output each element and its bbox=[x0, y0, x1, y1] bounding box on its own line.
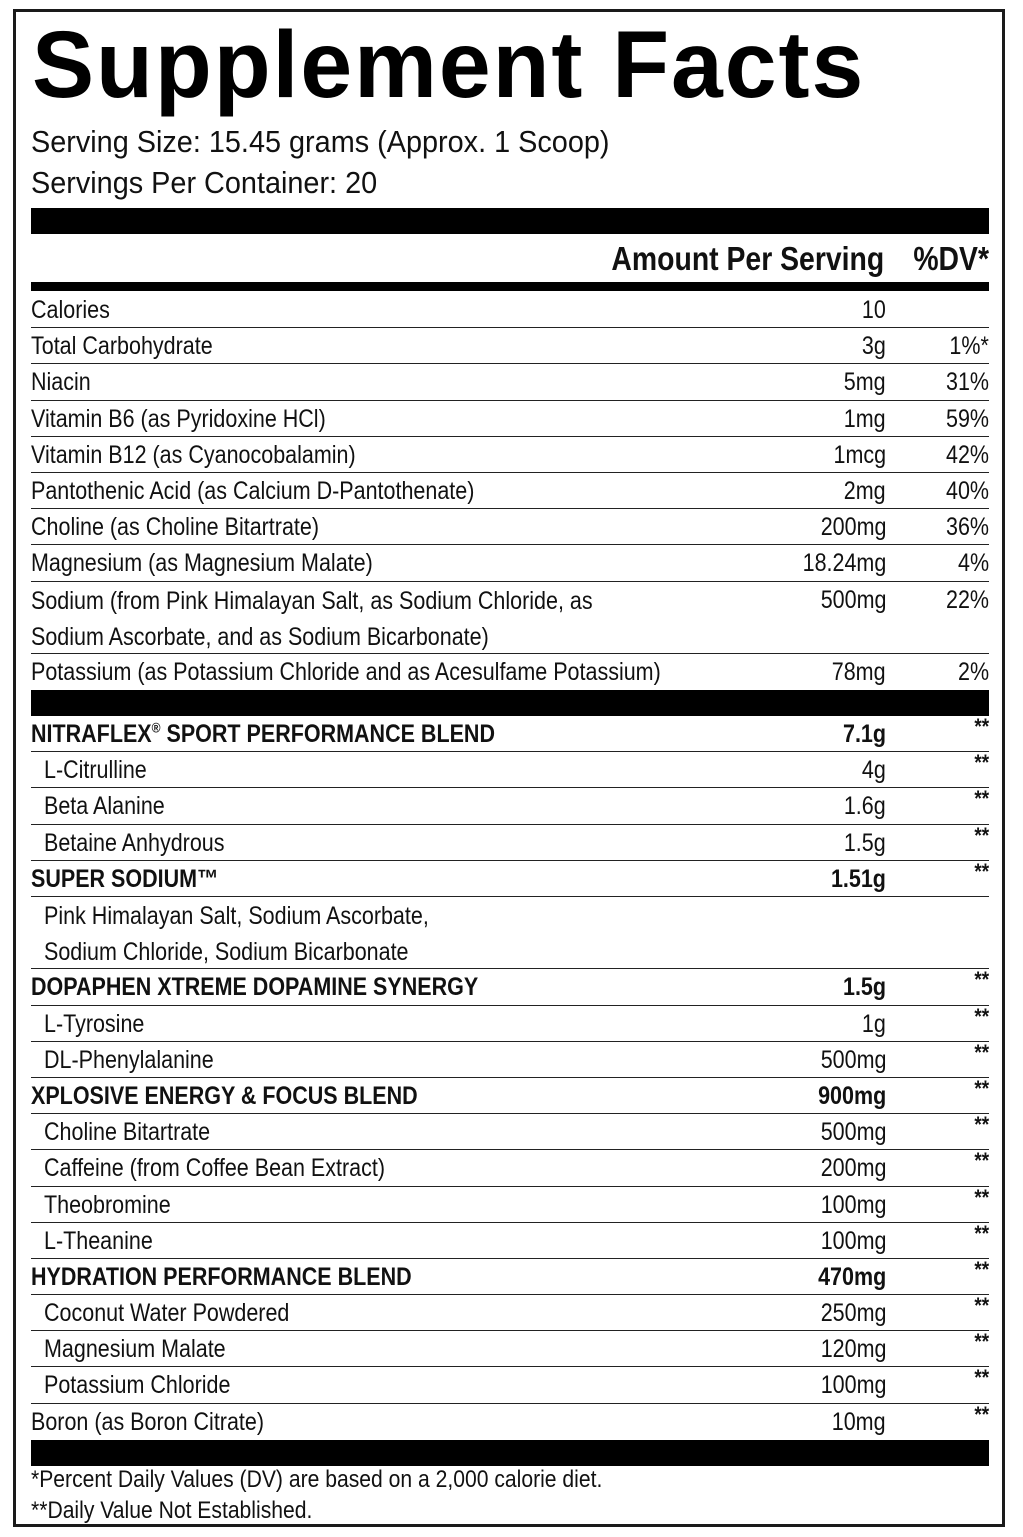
ingredient-name: L-Tyrosine bbox=[44, 1009, 145, 1038]
ingredient-row-l-theanine bbox=[31, 1220, 989, 1259]
section-divider bbox=[31, 690, 989, 716]
nutrient-row-calories bbox=[31, 292, 989, 328]
ingredient-name: Betaine Anhydrous bbox=[44, 828, 225, 857]
nutrient-dv: 31% bbox=[945, 368, 989, 397]
nutrient-amount: 1mcg bbox=[833, 440, 886, 469]
nutrient-row-pantothenic-acid bbox=[31, 473, 989, 509]
dv-header: %DV* bbox=[913, 240, 989, 277]
blend-amount: 1.51g bbox=[831, 864, 886, 893]
ingredient-amount: 200mg bbox=[820, 1154, 886, 1183]
ingredient-name: Beta Alanine bbox=[44, 792, 165, 821]
nutrient-row-niacin bbox=[31, 364, 989, 400]
nutrient-row-potassium bbox=[31, 654, 989, 690]
ingredient-dv: ** bbox=[974, 786, 989, 812]
amount-header: Amount Per Serving bbox=[611, 240, 884, 277]
ingredient-amount: 1.6g bbox=[844, 792, 886, 821]
nutrient-dv: 1%* bbox=[949, 332, 989, 361]
blend-amount: 900mg bbox=[817, 1081, 886, 1110]
ingredient-row-choline-bitartrate bbox=[31, 1114, 989, 1150]
nutrient-dv: 22% bbox=[945, 585, 989, 614]
ingredient-amount: 120mg bbox=[820, 1335, 886, 1364]
column-header bbox=[31, 239, 989, 279]
nutrient-amount: 500mg bbox=[820, 585, 886, 614]
footnote-dv: *Percent Daily Values (DV) are based on a 2,000 calorie diet. bbox=[31, 1466, 603, 1493]
ingredient-row-boron bbox=[31, 1401, 989, 1440]
nutrient-name: Niacin bbox=[31, 368, 91, 397]
ingredient-row-l-citrulline bbox=[31, 752, 989, 788]
nutrient-dv: 40% bbox=[945, 476, 989, 505]
blend-dv: ** bbox=[974, 1256, 989, 1282]
ingredient-amount: 500mg bbox=[820, 1118, 886, 1147]
nutrient-name: Vitamin B12 (as Cyanocobalamin) bbox=[31, 440, 356, 469]
blend-dv: ** bbox=[974, 714, 989, 740]
nutrient-amount: 18.24mg bbox=[802, 549, 886, 578]
ingredient-name: Magnesium Malate bbox=[44, 1335, 226, 1364]
ingredient-amount: 1g bbox=[862, 1009, 886, 1038]
ingredient-amount: 250mg bbox=[820, 1299, 886, 1328]
ingredient-amount: 10mg bbox=[832, 1407, 886, 1436]
ingredient-row-l-tyrosine bbox=[31, 1003, 989, 1042]
ingredient-row-potassium-chloride bbox=[31, 1367, 989, 1403]
ingredient-name: Theobromine bbox=[44, 1190, 171, 1219]
serving-size: Serving Size: 15.45 grams (Approx. 1 Scoop) bbox=[31, 124, 610, 159]
header-divider bbox=[31, 282, 989, 291]
panel-title: Supplement Facts bbox=[32, 12, 866, 118]
ingredient-dv: ** bbox=[974, 1184, 989, 1210]
nutrient-dv: 42% bbox=[945, 440, 989, 469]
nutrient-amount: 2mg bbox=[844, 476, 886, 505]
nutrient-row-sodium bbox=[31, 582, 989, 654]
ingredient-dv: ** bbox=[974, 750, 989, 776]
blend-dv: ** bbox=[974, 1075, 989, 1101]
ingredient-amount: 500mg bbox=[820, 1045, 886, 1074]
nutrient-amount: 1mg bbox=[844, 404, 886, 433]
nutrient-dv: 2% bbox=[957, 657, 989, 686]
nutrient-row-magnesium bbox=[31, 545, 989, 581]
ingredient-row-beta-alanine bbox=[31, 788, 989, 824]
ingredient-name: Potassium Chloride bbox=[44, 1371, 231, 1400]
nutrient-amount: 200mg bbox=[820, 513, 886, 542]
blend-description: Pink Himalayan Salt, Sodium Ascorbate, Sodium Chloride, Sodium Bicarbonate bbox=[44, 902, 429, 967]
footnotes bbox=[31, 1464, 989, 1526]
footer-divider bbox=[31, 1440, 989, 1466]
ingredient-name: L-Theanine bbox=[44, 1226, 153, 1255]
blend-amount: 1.5g bbox=[842, 973, 886, 1002]
ingredient-dv: ** bbox=[974, 1329, 989, 1355]
ingredient-row-theobromine bbox=[31, 1184, 989, 1223]
nutrient-amount: 5mg bbox=[844, 368, 886, 397]
thick-divider bbox=[31, 208, 989, 234]
ingredient-dv: ** bbox=[974, 1148, 989, 1174]
nutrient-row-vitamin-b12 bbox=[31, 437, 989, 473]
ingredient-name: Boron (as Boron Citrate) bbox=[31, 1407, 265, 1436]
blend-dv: ** bbox=[974, 967, 989, 993]
supplement-facts-panel bbox=[13, 9, 1005, 1527]
facts-table bbox=[31, 292, 989, 1466]
ingredient-dv: ** bbox=[974, 1003, 989, 1029]
ingredient-name: DL-Phenylalanine bbox=[44, 1045, 214, 1074]
ingredient-amount: 4g bbox=[862, 756, 886, 785]
blend-amount: 470mg bbox=[817, 1262, 886, 1291]
nutrient-row-carbohydrate bbox=[31, 328, 989, 364]
ingredient-row-magnesium-malate bbox=[31, 1331, 989, 1367]
ingredient-name: Choline Bitartrate bbox=[44, 1118, 211, 1147]
ingredient-dv: ** bbox=[974, 822, 989, 848]
blend-row-super-sodium bbox=[31, 858, 989, 897]
nutrient-row-vitamin-b6 bbox=[31, 401, 989, 437]
ingredient-dv: ** bbox=[974, 1365, 989, 1391]
blend-name: SUPER SODIUM™ bbox=[31, 864, 219, 893]
ingredient-name: Caffeine (from Coffee Bean Extract) bbox=[44, 1154, 385, 1183]
blend-name: HYDRATION PERFORMANCE BLEND bbox=[31, 1262, 412, 1291]
ingredient-name: L-Citrulline bbox=[44, 756, 147, 785]
nutrient-name: Calories bbox=[31, 296, 110, 324]
blend-row-xplosive bbox=[31, 1075, 989, 1114]
ingredient-name: Coconut Water Powdered bbox=[44, 1299, 290, 1328]
blend-amount: 7.1g bbox=[842, 720, 886, 749]
nutrient-name: Choline (as Choline Bitartrate) bbox=[31, 513, 320, 542]
nutrient-amount: 3g bbox=[862, 332, 886, 361]
nutrient-name: Potassium (as Potassium Chloride and as Acesulfame Potassium) bbox=[31, 657, 661, 686]
nutrient-dv: 59% bbox=[945, 404, 989, 433]
ingredient-amount: 100mg bbox=[820, 1226, 886, 1255]
blend-row-nitraflex bbox=[31, 716, 989, 752]
ingredient-dv: ** bbox=[974, 1401, 989, 1427]
blend-name: DOPAPHEN XTREME DOPAMINE SYNERGY bbox=[31, 973, 479, 1002]
nutrient-amount: 10 bbox=[862, 296, 886, 324]
ingredient-dv: ** bbox=[974, 1220, 989, 1246]
ingredient-row-coconut-water bbox=[31, 1295, 989, 1331]
nutrient-name: Magnesium (as Magnesium Malate) bbox=[31, 549, 373, 578]
ingredient-dv: ** bbox=[974, 1112, 989, 1138]
nutrient-row-choline bbox=[31, 509, 989, 545]
ingredient-row-dl-phenylalanine bbox=[31, 1039, 989, 1078]
blend-description-super-sodium bbox=[31, 897, 989, 969]
nutrient-dv: 36% bbox=[945, 513, 989, 542]
blend-dv: ** bbox=[974, 858, 989, 884]
nutrient-name: Pantothenic Acid (as Calcium D-Pantothenate) bbox=[31, 476, 475, 505]
nutrient-dv: 4% bbox=[957, 549, 989, 578]
nutrient-name: Vitamin B6 (as Pyridoxine HCl) bbox=[31, 404, 326, 433]
nutrient-amount: 78mg bbox=[832, 657, 886, 686]
nutrient-name: Sodium (from Pink Himalayan Salt, as Sodium Chloride, as Sodium Ascorbate, and as Sodium Bicarbonate) bbox=[31, 586, 593, 651]
ingredient-amount: 100mg bbox=[820, 1190, 886, 1219]
blend-row-hydration bbox=[31, 1256, 989, 1295]
ingredient-dv: ** bbox=[974, 1293, 989, 1319]
nutrient-name: Total Carbohydrate bbox=[31, 332, 213, 361]
ingredient-amount: 1.5g bbox=[844, 828, 886, 857]
ingredient-dv: ** bbox=[974, 1039, 989, 1065]
blend-name: NITRAFLEX® SPORT PERFORMANCE BLEND bbox=[31, 719, 495, 749]
blend-row-dopaphen bbox=[31, 969, 989, 1005]
ingredient-row-betaine bbox=[31, 822, 989, 861]
ingredient-row-caffeine bbox=[31, 1150, 989, 1186]
footnote-not-established: **Daily Value Not Established. bbox=[31, 1497, 313, 1524]
servings-per-container: Servings Per Container: 20 bbox=[31, 165, 378, 200]
registered-mark: ® bbox=[151, 719, 161, 736]
blend-name: XPLOSIVE ENERGY & FOCUS BLEND bbox=[31, 1081, 418, 1110]
ingredient-amount: 100mg bbox=[820, 1371, 886, 1400]
